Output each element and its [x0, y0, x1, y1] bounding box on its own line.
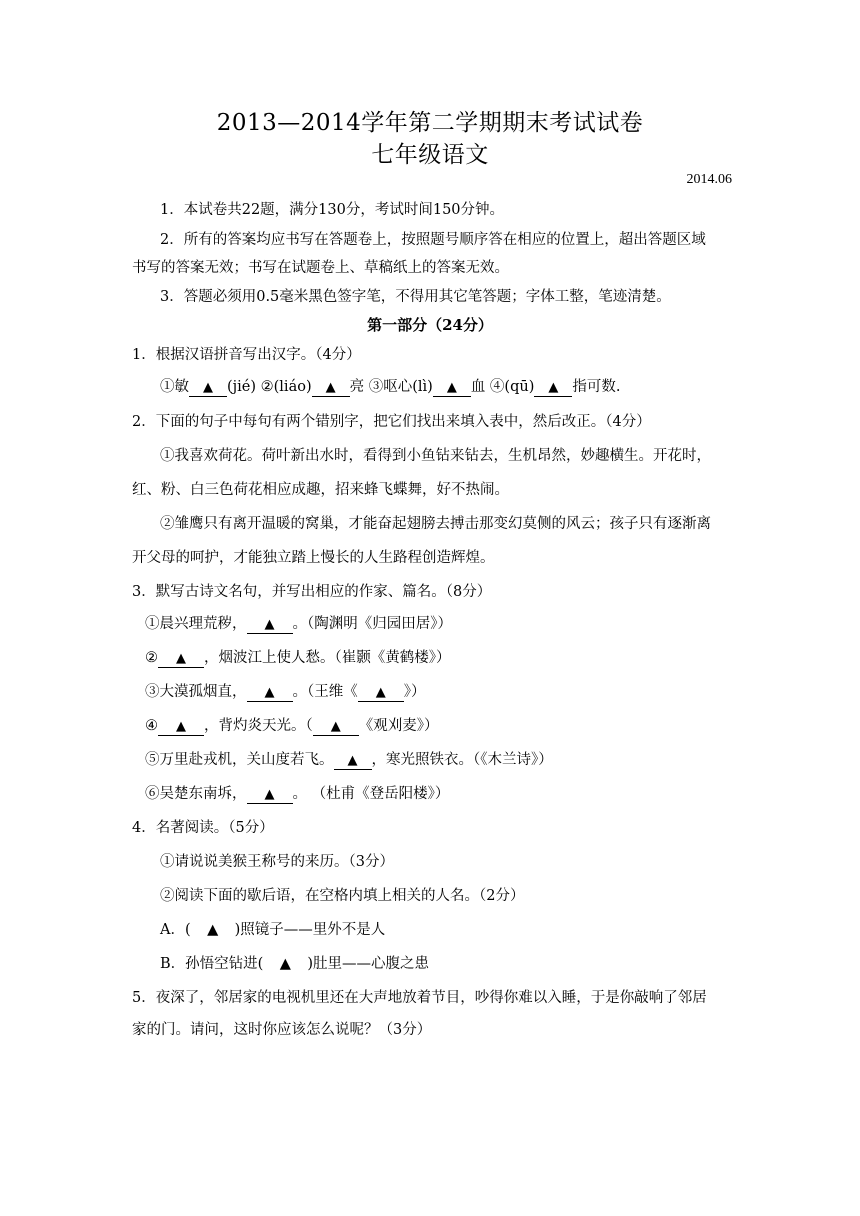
blank-marker: ▲ [334, 753, 372, 770]
instruction-3: 3．答题必须用0.5毫米黑色签字笔，不得用其它笔答题；字体工整，笔迹清楚。 [160, 289, 671, 305]
q4-sub-2: ②阅读下面的歇后语，在空格内填上相关的人名。（2分） [160, 888, 525, 904]
q3-item-1-source: 。（陶渊明《归园田居》） [292, 616, 452, 632]
q4-option-a-label: A．( [160, 922, 191, 938]
q3-item-5-text: ⑤万里赴戎机，关山度若飞。 [145, 752, 334, 768]
q3-item-6-source: 。 （杜甫《登岳阳楼》） [292, 786, 450, 802]
q4-option-b-text: )肚里——心腹之患 [307, 956, 429, 972]
blank-marker: ▲ [207, 922, 219, 938]
q1-part2: (jié) ②(liáo) [227, 379, 312, 395]
blank-marker: ▲ [534, 380, 572, 397]
blank-marker: ▲ [247, 787, 293, 804]
q3-stem: 3．默写古诗文名句，并写出相应的作家、篇名。（8分） [132, 584, 492, 600]
q1-part5: 指可数. [572, 379, 621, 395]
q3-item-4-close: 《观刈麦》） [358, 718, 439, 734]
q1-part3: 亮 ③呕心(lì) [349, 379, 433, 395]
q1-stem: 1．根据汉语拼音写出汉字。（4分） [132, 347, 361, 363]
q4-option-b [160, 954, 429, 974]
q3-item-3 [145, 682, 426, 702]
q2-line-3: ②雏鹰只有离开温暖的窝巢，才能奋起翅膀去搏击那变幻莫侧的风云；孩子只有逐渐离 [160, 516, 711, 532]
q2-stem: 2．下面的句子中每句有两个错别字，把它们找出来填入表中，然后改正。（4分） [132, 414, 651, 430]
blank-marker: ▲ [247, 685, 293, 702]
q5-line-1: 5．夜深了，邻居家的电视机里还在大声地放着节目，吵得你难以入睡，于是你敲响了邻居 [132, 990, 707, 1006]
q2-line-4: 开父母的呵护，才能独立踏上慢长的人生路程创造辉煌。 [132, 550, 495, 566]
q1-items [160, 377, 620, 397]
q4-sub-1: ①请说说美猴王称号的来历。（3分） [160, 854, 394, 870]
blank-marker: ▲ [158, 719, 204, 736]
q4-stem: 4．名著阅读。（5分） [132, 820, 274, 836]
exam-date: 2014.06 [686, 172, 732, 187]
instruction-2: 2．所有的答案均应书写在答题卷上，按照题号顺序答在相应的位置上，超出答题区域 [160, 232, 706, 248]
blank-marker: ▲ [312, 380, 350, 397]
q3-item-6-text: ⑥吴楚东南坼， [145, 786, 247, 802]
exam-title: 2013—2014学年第二学期期末考试试卷 [216, 110, 644, 136]
q4-option-a-text: )照镜子——里外不是人 [234, 922, 386, 938]
q3-item-5 [145, 750, 553, 770]
q3-item-3-source: 。（王维《 [292, 684, 358, 700]
blank-marker: ▲ [158, 651, 204, 668]
q3-item-2-source: ，烟波江上使人愁。（崔颢《黄鹤楼》） [204, 650, 451, 666]
blank-marker: ▲ [433, 380, 471, 397]
exam-subtitle: 七年级语文 [371, 142, 489, 168]
q3-item-5-source: ，寒光照铁衣。（《木兰诗》） [371, 752, 553, 768]
q3-item-2 [145, 648, 451, 668]
blank-marker: ▲ [358, 685, 404, 702]
q3-item-6 [145, 784, 449, 804]
q3-item-4-source: ，背灼炎天光。（ [204, 718, 313, 734]
q1-part4: 血 ④(qū) [470, 379, 535, 395]
section-title: 第一部分（24分） [367, 316, 493, 334]
q2-line-2: 红、粉、白三色荷花相应成趣，招来蜂飞蝶舞，好不热闹。 [132, 482, 509, 498]
instruction-1: 1．本试卷共22题，满分130分，考试时间150分钟。 [160, 202, 505, 218]
blank-marker: ▲ [279, 956, 291, 972]
q1-part1: ①敏 [160, 379, 189, 395]
q3-item-1 [145, 614, 452, 634]
q3-item-2-text: ② [145, 650, 158, 666]
instruction-2-cont: 书写的答案无效；书写在试题卷上、草稿纸上的答案无效。 [132, 260, 509, 276]
q3-item-3-text: ③大漠孤烟直， [145, 684, 247, 700]
q5-line-2: 家的门。请问，这时你应该怎么说呢？（3分） [132, 1022, 432, 1038]
q2-line-1: ①我喜欢荷花。荷叶新出水时，看得到小鱼钻来钻去，生机昂然，妙趣横生。开花时， [160, 448, 711, 464]
q3-item-1-text: ①晨兴理荒秽， [145, 616, 247, 632]
q4-option-b-label: B．孙悟空钻进( [160, 956, 264, 972]
q3-item-4 [145, 716, 439, 736]
blank-marker: ▲ [247, 617, 293, 634]
q3-item-3-close: 》） [403, 684, 426, 700]
q4-option-a [160, 920, 385, 940]
blank-marker: ▲ [313, 719, 359, 736]
q3-item-4-text: ④ [145, 718, 158, 734]
blank-marker: ▲ [189, 380, 227, 397]
